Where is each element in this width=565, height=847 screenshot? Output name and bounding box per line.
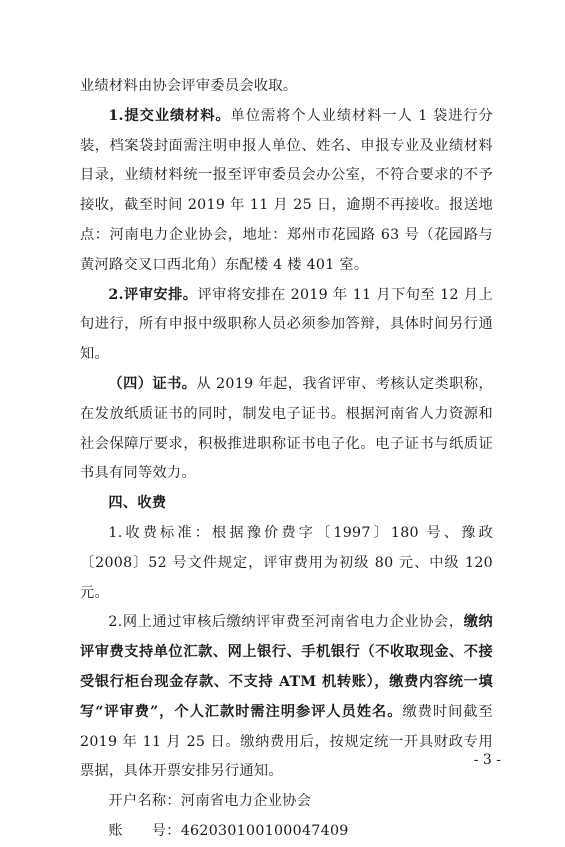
certificate-title: （四）证书。	[108, 375, 197, 392]
account-name-row	[80, 787, 493, 817]
account-number-row	[80, 817, 493, 847]
continuation-paragraph: 业绩材料由协会评审委员会收取。	[80, 78, 298, 94]
review-arrangement-paragraph	[80, 281, 493, 370]
account-number-label: 账 号：	[108, 822, 181, 839]
document-body	[80, 72, 493, 847]
account-name-label: 开户名称：	[108, 793, 181, 810]
page-number: - 3 -	[473, 752, 501, 768]
review-arrangement-title: 2.评审安排。	[108, 286, 198, 303]
fees-heading: 四、收费	[108, 495, 167, 512]
review-arrangement-body: 评审将安排在 2019 年 11 月下旬至 12 月上旬进行，所有申报中级职称人员必须参加答辩，具体时间另行通知。	[80, 286, 493, 363]
submit-materials-body: 单位需将个人业绩材料一人 1 袋进行分装，档案袋封面需注明申报人单位、姓名、申报专业及业绩材料目录，业绩材料统一报至评审委员会办公室，不符合要求的不予接收，截至时间 2019 年 11 月 25 日，逾期不再接收。报送地点：河南电力企业协会，地址：郑州市花园路 63 号（花园路与黄河路交叉口西北角）东配楼 4 楼 401 室。	[80, 107, 494, 273]
certificate-body: 从 2019 年起，我省评审、考核认定类职称，在发放纸质证书的同时，制发电子证书。根据河南省人力资源和社会保障厅要求，积极推进职称证书电子化。电子证书与纸质证书具有同等效力。	[80, 375, 493, 482]
account-number-value: 462030100100047409	[180, 822, 349, 839]
submit-materials-title: 1.提交业绩材料。	[108, 107, 231, 124]
payment-intro: 2.网上通过审核后缴纳评审费至河南省电力企业协会，	[108, 614, 464, 631]
submit-materials-paragraph	[80, 102, 493, 281]
certificate-paragraph	[80, 370, 493, 489]
account-name-value: 河南省电力企业协会	[180, 793, 312, 810]
payment-paragraph	[80, 608, 493, 787]
fee-standard-paragraph: 1.收费标准：根据豫价费字〔1997〕180 号、豫政〔2008〕52 号文件规定，评审费用为初级 80 元、中级 120 元。	[80, 524, 493, 601]
payment-requirements: 缴纳评审费支持单位汇款、网上银行、手机银行（不收取现金、不接受银行柜台现金存款、不支持 ATM 机转账），缴费内容统一填写“评审费”，个人汇款时需注明参评人员姓名。	[80, 614, 493, 720]
payment-tail: 缴费时间截至 2019 年 11 月 25 日。缴纳费用后，按规定统一开具财政专用票据，具体开票安排另行通知。	[80, 703, 493, 780]
